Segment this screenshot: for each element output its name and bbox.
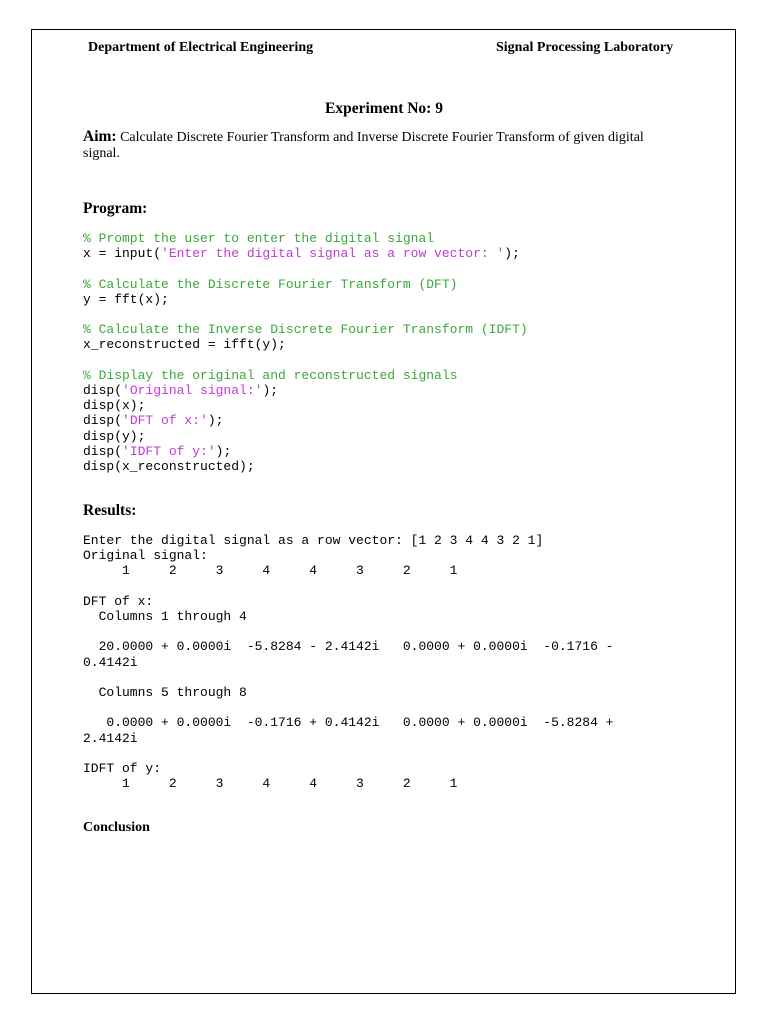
code-line: disp( bbox=[83, 413, 123, 429]
code-line: disp( bbox=[83, 443, 123, 459]
code-comment: % Prompt the user to enter the digital signal bbox=[83, 231, 435, 246]
lab-header: Signal Processing Laboratory bbox=[496, 40, 674, 55]
program-heading: Program: bbox=[83, 200, 148, 217]
code-line: ); bbox=[207, 413, 224, 429]
aim-label: Aim: bbox=[83, 128, 117, 145]
experiment-title: Experiment No: 9 bbox=[325, 100, 443, 117]
results-heading: Results: bbox=[83, 502, 137, 519]
aim-paragraph bbox=[83, 129, 683, 162]
code-comment: % Display the original and reconstructed signals bbox=[83, 367, 458, 383]
code-line: x_reconstructed = ifft(y); bbox=[83, 337, 286, 353]
page-border bbox=[31, 29, 736, 994]
department-header: Department of Electrical Engineering bbox=[88, 40, 314, 55]
program-code bbox=[83, 231, 528, 474]
code-line: ); bbox=[504, 246, 520, 262]
code-string: 'IDFT of y:' bbox=[122, 443, 216, 459]
aim-text: Calculate Discrete Fourier Transform and Inverse Discrete Fourier Transform of given digital signal. bbox=[83, 130, 644, 161]
code-line: disp( bbox=[83, 383, 123, 399]
code-line: x = input( bbox=[83, 246, 162, 262]
code-line: y = fft(x); bbox=[83, 291, 169, 307]
results-output: Enter the digital signal as a row vector: [1 2 3 4 4 3 2 1] Original signal: 1 2 3 4 4 3 2 1 DFT of x: Columns 1 through 4 20.0000 + 0.0000i -5.8284 - 2.4142i 0.0000 + 0.0000i -0.1716 - 0.4142i Columns 5 through 8 0.0000 + 0.0000i -0.1716 + 0.4142i 0.0000 + 0.0000i -5.8284 + 2.4142i IDFT of y: 1 2 3 4 4 3 2 1 bbox=[83, 533, 614, 792]
code-line: disp(y); bbox=[83, 428, 146, 444]
code-string: 'Enter the digital signal as a row vector: ' bbox=[161, 246, 505, 262]
code-comment: % Calculate the Discrete Fourier Transform (DFT) bbox=[83, 276, 458, 292]
code-line: ); bbox=[215, 443, 232, 459]
code-line: disp(x_reconstructed); bbox=[83, 459, 255, 475]
code-string: 'DFT of x:' bbox=[122, 413, 208, 429]
code-string: 'Original signal:' bbox=[122, 383, 263, 399]
code-line: disp(x); bbox=[83, 398, 146, 414]
conclusion-heading: Conclusion bbox=[83, 820, 150, 835]
code-comment: % Calculate the Inverse Discrete Fourier Transform (IDFT) bbox=[83, 322, 528, 338]
code-line: ); bbox=[262, 383, 279, 399]
